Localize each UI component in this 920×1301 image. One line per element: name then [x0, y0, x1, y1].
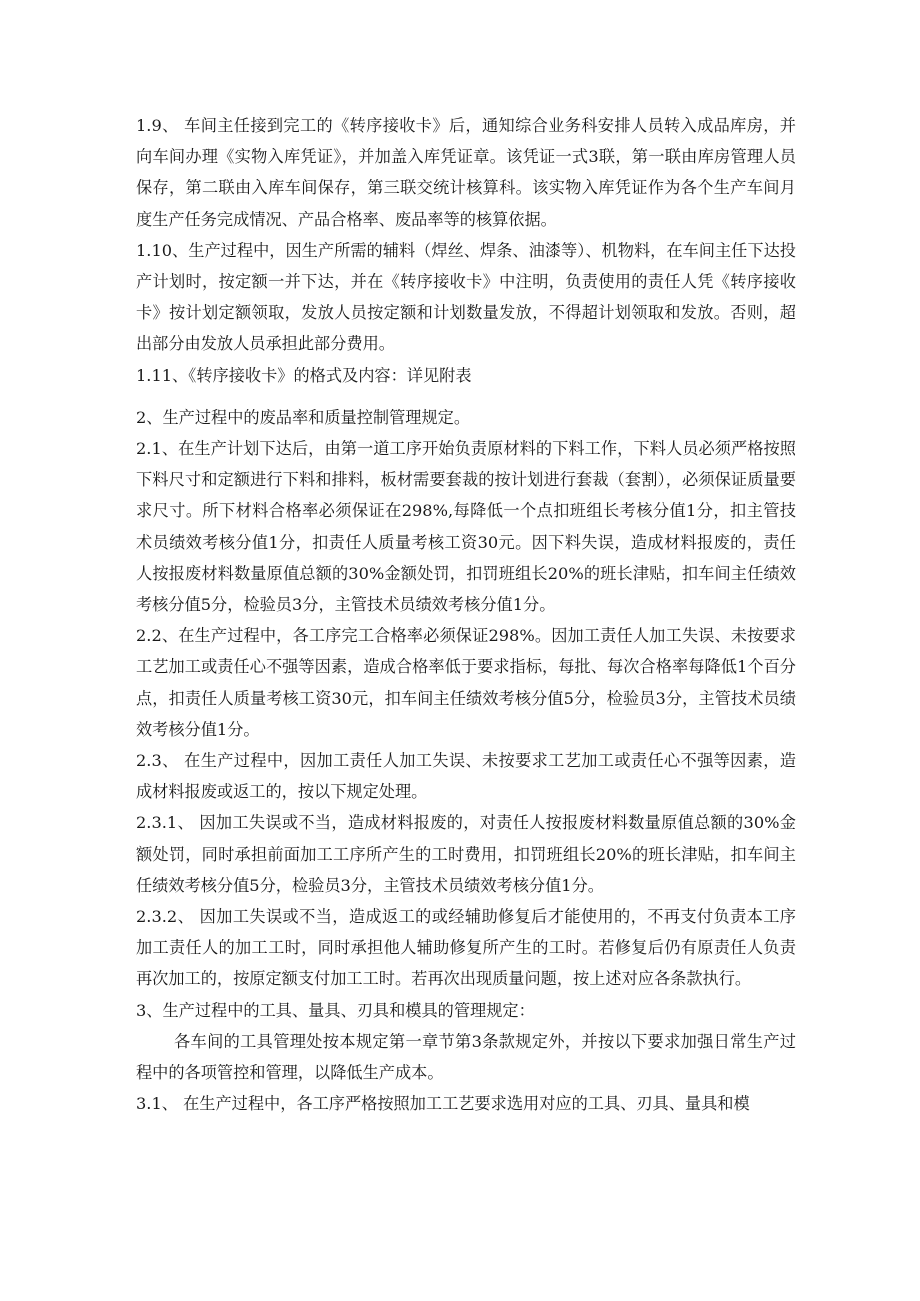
paragraph-1-10: 1.10、生产过程中，因生产所需的辅料（焊丝、焊条、油漆等）、机物料，在车间主任下达投产计划时，按定额一并下达，并在《转序接收卡》中注明，负责使用的责任人凭《转序接收卡》按计划定额领取，发放人员按定额和计划数量发放，不得超计划领取和发放。否则，超出部分由发放人员承担此部分费用。 — [136, 240, 796, 354]
paragraph-1-9: 1.9、 车间主任接到完工的《转序接收卡》后，通知综合业务科安排人员转入成品库房，并向车间办理《实物入库凭证》，并加盖入库凭证章。该凭证一式3联，第一联由库房管理人员保存，第二联由入库车间保存，第三联交统计核算科。该实物入库凭证作为各个生产车间月度生产任务完成情况、产品合格率、废品率等的核算依据。 — [136, 116, 796, 229]
section-heading-3: 3、生产过程中的工具、量具、刃具和模具的管理规定： — [136, 1000, 535, 1020]
document-page — [136, 110, 796, 1120]
paragraph-2-3-2: 2.3.2、 因加工失误或不当，造成返工的或经辅助修复后才能使用的，不再支付负责本工序加工责任人的加工工时，同时承担他人辅助修复所产生的工时。若修复后仍有原责任人负责再次加工的，按原定额支付加工工时。若再次出现质量问题，按上述对应各条款执行。 — [136, 907, 796, 989]
paragraph-2-3: 2.3、 在生产过程中，因加工责任人加工失误、未按要求工艺加工或责任心不强等因素，造成材料报废或返工的，按以下规定处理。 — [136, 751, 796, 802]
paragraph-3-1: 3.1、 在生产过程中，各工序严格按照加工工艺要求选用对应的工具、刃具、量具和模 — [136, 1094, 750, 1114]
paragraph-1-11: 1.11、《转序接收卡》的格式及内容：详见附表 — [136, 365, 472, 385]
paragraph-2-1: 2.1、在生产计划下达后，由第一道工序开始负责原材料的下料工作，下料人员必须严格按照下料尺寸和定额进行下料和排料，板材需要套裁的按计划进行套裁（套割），必须保证质量要求尺寸。所下材料合格率必须保证在298%,每降低一个点扣班组长考核分值1分，扣主管技术员绩效考核分值1分，扣责任人质量考核工资30元。因下料失误，造成材料报废的，责任人按报废材料数量原值总额的30%金额处罚，扣罚班组长20%的班长津贴，扣车间主任绩效考核分值5分，检验员3分，主管技术员绩效考核分值1分。 — [136, 439, 796, 615]
paragraph-3-intro: 各车间的工具管理处按本规定第一章节第3条款规定外，并按以下要求加强日常生产过程中的各项管控和管理，以降低生产成本。 — [136, 1031, 796, 1083]
paragraph-2-3-1: 2.3.1、 因加工失误或不当，造成材料报废的，对责任人按报废材料数量原值总额的30%金额处罚，同时承担前面加工工序所产生的工时费用，扣罚班组长20%的班长津贴，扣车间主任绩效考核分值5分，检验员3分，主管技术员绩效考核分值1分。 — [136, 813, 796, 895]
section-heading-2: 2、生产过程中的废品率和质量控制管理规定。 — [136, 407, 471, 427]
paragraph-2-2: 2.2、在生产过程中，各工序完工合格率必须保证298%。因加工责任人加工失误、未按要求工艺加工或责任心不强等因素，造成合格率低于要求指标，每批、每次合格率每降低1个百分点，扣责任人质量考核工资30元，扣车间主任绩效考核分值5分，检验员3分，主管技术员绩效考核分值1分。 — [136, 626, 796, 739]
